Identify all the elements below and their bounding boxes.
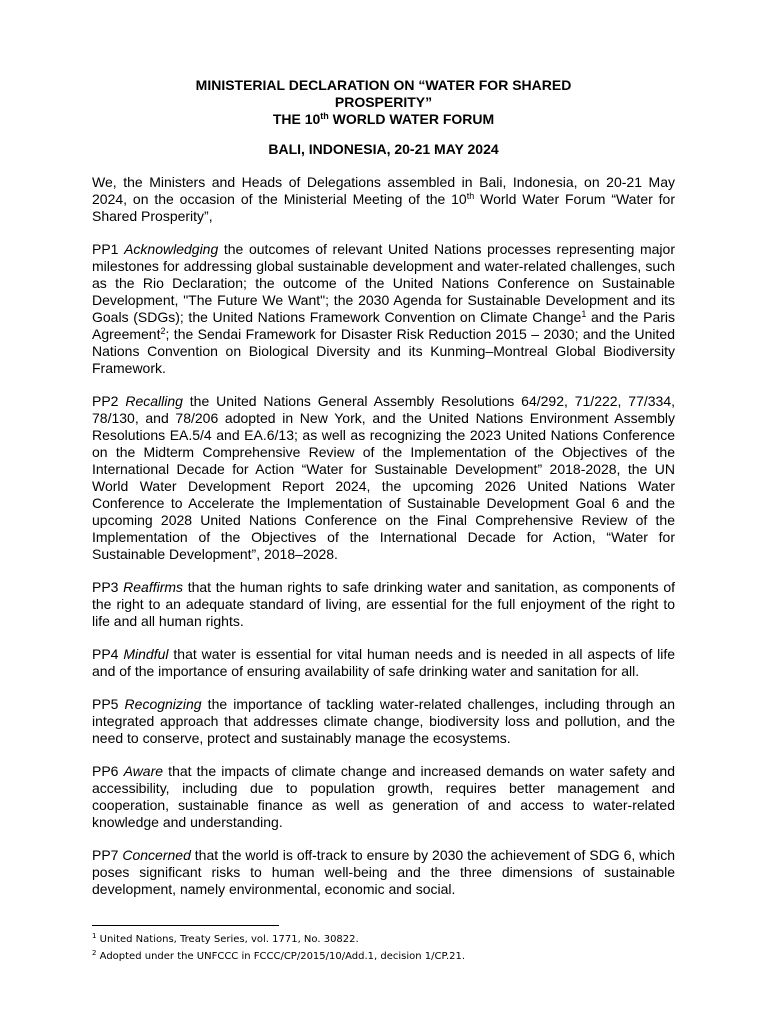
pp3-label: PP3 — [92, 579, 124, 595]
preamble-ordinal-suffix: th — [466, 191, 475, 201]
paragraph-pp7 — [92, 847, 675, 898]
pp5-text: the importance of tackling water-related challenges, including through an integrated approach that addresses climate change, biodiversity loss and pollution, and the need to conserve, protect and sustainably manage the ecosystems. — [92, 696, 675, 746]
preamble-paragraph — [92, 174, 675, 225]
pp2-verb: Recalling — [125, 393, 183, 409]
paragraph-pp2 — [92, 393, 675, 563]
pp1-label: PP1 — [92, 241, 125, 257]
footnote-2 — [92, 948, 675, 965]
pp4-label: PP4 — [92, 646, 124, 662]
document-title — [92, 77, 675, 128]
paragraph-pp4 — [92, 646, 675, 680]
paragraph-pp3 — [92, 579, 675, 630]
title-line-1: MINISTERIAL DECLARATION ON “WATER FOR SHARED — [195, 77, 572, 93]
pp6-verb: Aware — [123, 763, 164, 779]
pp1-verb: Acknowledging — [124, 241, 219, 257]
paragraph-pp1 — [92, 241, 675, 377]
pp7-verb: Concerned — [122, 847, 191, 863]
pp2-text: the United Nations General Assembly Resolutions 64/292, 71/222, 77/334, 78/130, and 78/206 adopted in New York, and the United Nations Environment Assembly Resolutions EA.5/4 and EA.6/13; as well as recognizing the 2023 United Nations Conference on the Midterm Comprehensive Review of the Implementation of the Objectives of the International Decade for Action “Water for Sustainable Development” 2018-2028, the UN World Water Development Report 2024, the upcoming 2026 United Nations Water Conference to Accelerate the Implementation of Sustainable Development Goal 6 and the upcoming 2028 United Nations Conference on the Final Comprehensive Review of the Implementation of the Objectives of the International Decade for Action, “Water for Sustainable Development”, 2018–2028. — [92, 393, 676, 562]
pp3-text: that the human rights to safe drinking water and sanitation, as components of the right to an adequate standard of living, are essential for the full enjoyment of the right to life and all human rights. — [92, 579, 675, 629]
pp4-verb: Mindful — [123, 646, 169, 662]
footnote-text-2: Adopted under the UNFCCC in FCCC/CP/2015/10/Add.1, decision 1/CP.21. — [96, 951, 466, 962]
footnote-text-1: United Nations, Treaty Series, vol. 1771, No. 30822. — [96, 934, 359, 945]
pp7-label: PP7 — [92, 847, 123, 863]
paragraph-pp5 — [92, 696, 675, 747]
footnote-ref-2[interactable]: 2 — [160, 326, 166, 336]
document-body — [92, 174, 675, 914]
pp1-text-c: ; the Sendai Framework for Disaster Risk Reduction 2015 – 2030; and the United Nations Convention on Biological Diversity and its Kunming–Montreal Global Biodiversity Framework. — [92, 326, 675, 376]
pp3-verb: Reaffirms — [123, 579, 184, 595]
pp6-label: PP6 — [92, 763, 124, 779]
footnote-divider — [92, 925, 279, 926]
pp7-text: that the world is off-track to ensure by 2030 the achievement of SDG 6, which poses significant risks to human well-being and the three dimensions of sustainable development, namely environmental, economic and social. — [92, 847, 675, 897]
footnote-marker-2: 2 — [92, 949, 97, 957]
footnote-ref-1[interactable]: 1 — [581, 309, 587, 319]
preamble-text-start: We, the Ministers and Heads of Delegations assembled in Bali, Indonesia, on 20-21 May 2024, on the occasion of the Ministerial Meeting of the 10 — [92, 174, 675, 207]
title-line-2: PROSPERITY” — [334, 94, 433, 110]
paragraph-pp6 — [92, 763, 675, 831]
pp2-label: PP2 — [92, 393, 126, 409]
pp1-text-b: and the Paris Agreement — [92, 309, 676, 342]
footnotes — [92, 931, 675, 965]
footnote-1 — [92, 931, 675, 948]
footnote-marker-1: 1 — [92, 932, 97, 940]
preamble-text-end: World Water Forum “Water for Shared Prosperity”, — [92, 191, 676, 224]
pp6-text: that the impacts of climate change and increased demands on water safety and accessibility, including due to population growth, requires better management and cooperation, sustainable finance as well as generation of and access to water-related knowledge and understanding. — [92, 763, 675, 830]
title-ordinal-suffix: th — [320, 111, 329, 121]
title-line-3 — [92, 111, 675, 128]
pp4-text: that water is essential for vital human needs and is needed in all aspects of life and of the importance of ensuring availability of safe drinking water and sanitation for all. — [92, 646, 676, 679]
title-forum-prefix: THE 10 — [272, 111, 321, 127]
pp1-text-a: the outcomes of relevant United Nations processes representing major milestones for addressing global sustainable development and water-related challenges, such as the Rio Declaration; the outcome of the United Nations Conference on Sustainable Development, "The Future We Want"; the 2030 Agenda for Sustainable Development and its Goals (SDGs); the United Nations Framework Convention on Climate Change — [92, 241, 675, 325]
title-forum-suffix: WORLD WATER FORUM — [328, 111, 495, 127]
document-subtitle: BALI, INDONESIA, 20-21 MAY 2024 — [268, 141, 499, 157]
pp5-label: PP5 — [92, 696, 125, 712]
pp5-verb: Recognizing — [124, 696, 202, 712]
